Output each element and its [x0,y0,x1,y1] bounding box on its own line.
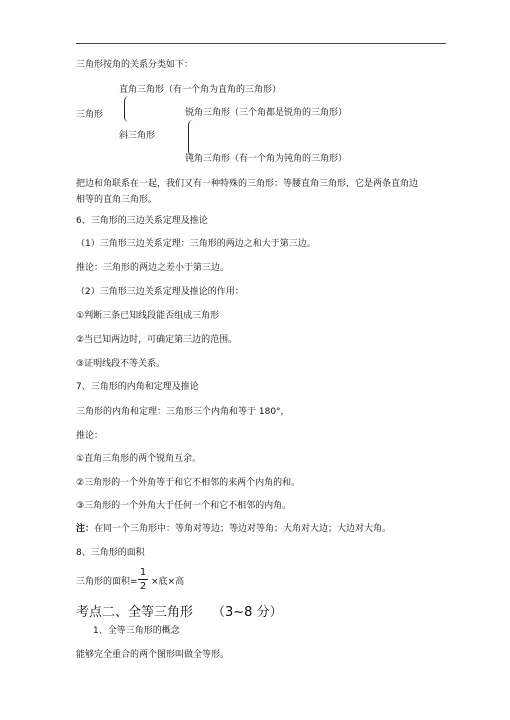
section6-use-1: ①判断三条已知线段能否组成三角形 [76,311,220,321]
section7-heading: 7、三角形的内角和定理及推论 [76,382,199,392]
classification-acute: 锐角三角形（三个角都是锐角的三角形） [185,108,348,118]
section7-corollary-label: 推论： [76,431,104,441]
section7-note [76,523,391,535]
section6-heading: 6、三角形的三边关系定理及推论 [76,216,208,226]
classification-obtuse: 钝角三角形（有一个角为钝角的三角形） [185,154,348,164]
section6-use-3: ③证明线段不等关系。 [76,359,166,369]
area-formula-prefix: 三角形的面积= [76,577,138,587]
area-formula-suffix: ×底×高 [151,577,185,587]
section6-use-2: ②当已知两边时，可确定第三边的范围。 [76,335,238,345]
area-formula-fraction [138,567,148,592]
section8-heading: 8、三角形的面积 [76,548,145,558]
classification-oblique: 斜三角形 [119,131,156,141]
section7-point-1: ①直角三角形的两个锐角互余。 [76,454,202,464]
note-label: 注： [76,524,95,534]
classification-brace-left [124,96,131,122]
classification-root: 三角形 [76,110,104,120]
section7-point-3: ③三角形的一个外角大于任何一个和它不相邻的内角。 [76,501,292,511]
kaodian2-definition: 能够完全重合的两个图形叫做全等形。 [76,650,230,660]
fraction-bar [138,579,148,580]
fraction-numerator: 1 [139,567,147,578]
kaodian2-title: 考点二、全等三角形 [76,605,194,620]
para-isosceles-right-line1: 把边和角联系在一起，我们又有一种特殊的三角形：等腰直角三角形，它是两条直角边 [76,179,419,189]
classification-brace-right [188,120,195,156]
section7-point-2: ②三角形的一个外角等于和它不相邻的来两个内角的和。 [76,478,301,488]
classification-right-triangle: 直角三角形（有一个角为直角的三角形） [119,85,282,95]
header-rule [76,43,446,44]
kaodian2-sub1: 1、全等三角形的概念 [93,626,180,636]
kaodian2-score: （3~8 分） [212,605,283,620]
note-text: 在同一个三角形中：等角对等边；等边对等角；大角对大边；大边对大角。 [94,524,392,534]
section7-theorem: 三角形的内角和定理：三角形三个内角和等于 180°， [76,407,290,417]
section6-item2: （2）三角形三边关系定理及推论的作用： [76,287,244,297]
para-isosceles-right-line2: 相等的直角三角形。 [76,195,158,205]
section6-item1: （1）三角形三边关系定理：三角形的两边之和大于第三边。 [76,239,316,249]
fraction-denominator: 2 [139,581,147,592]
section6-corollary: 推论：三角形的两边之差小于第三边。 [76,263,230,273]
classification-intro: 三角形按角的关系分类如下： [76,60,194,70]
